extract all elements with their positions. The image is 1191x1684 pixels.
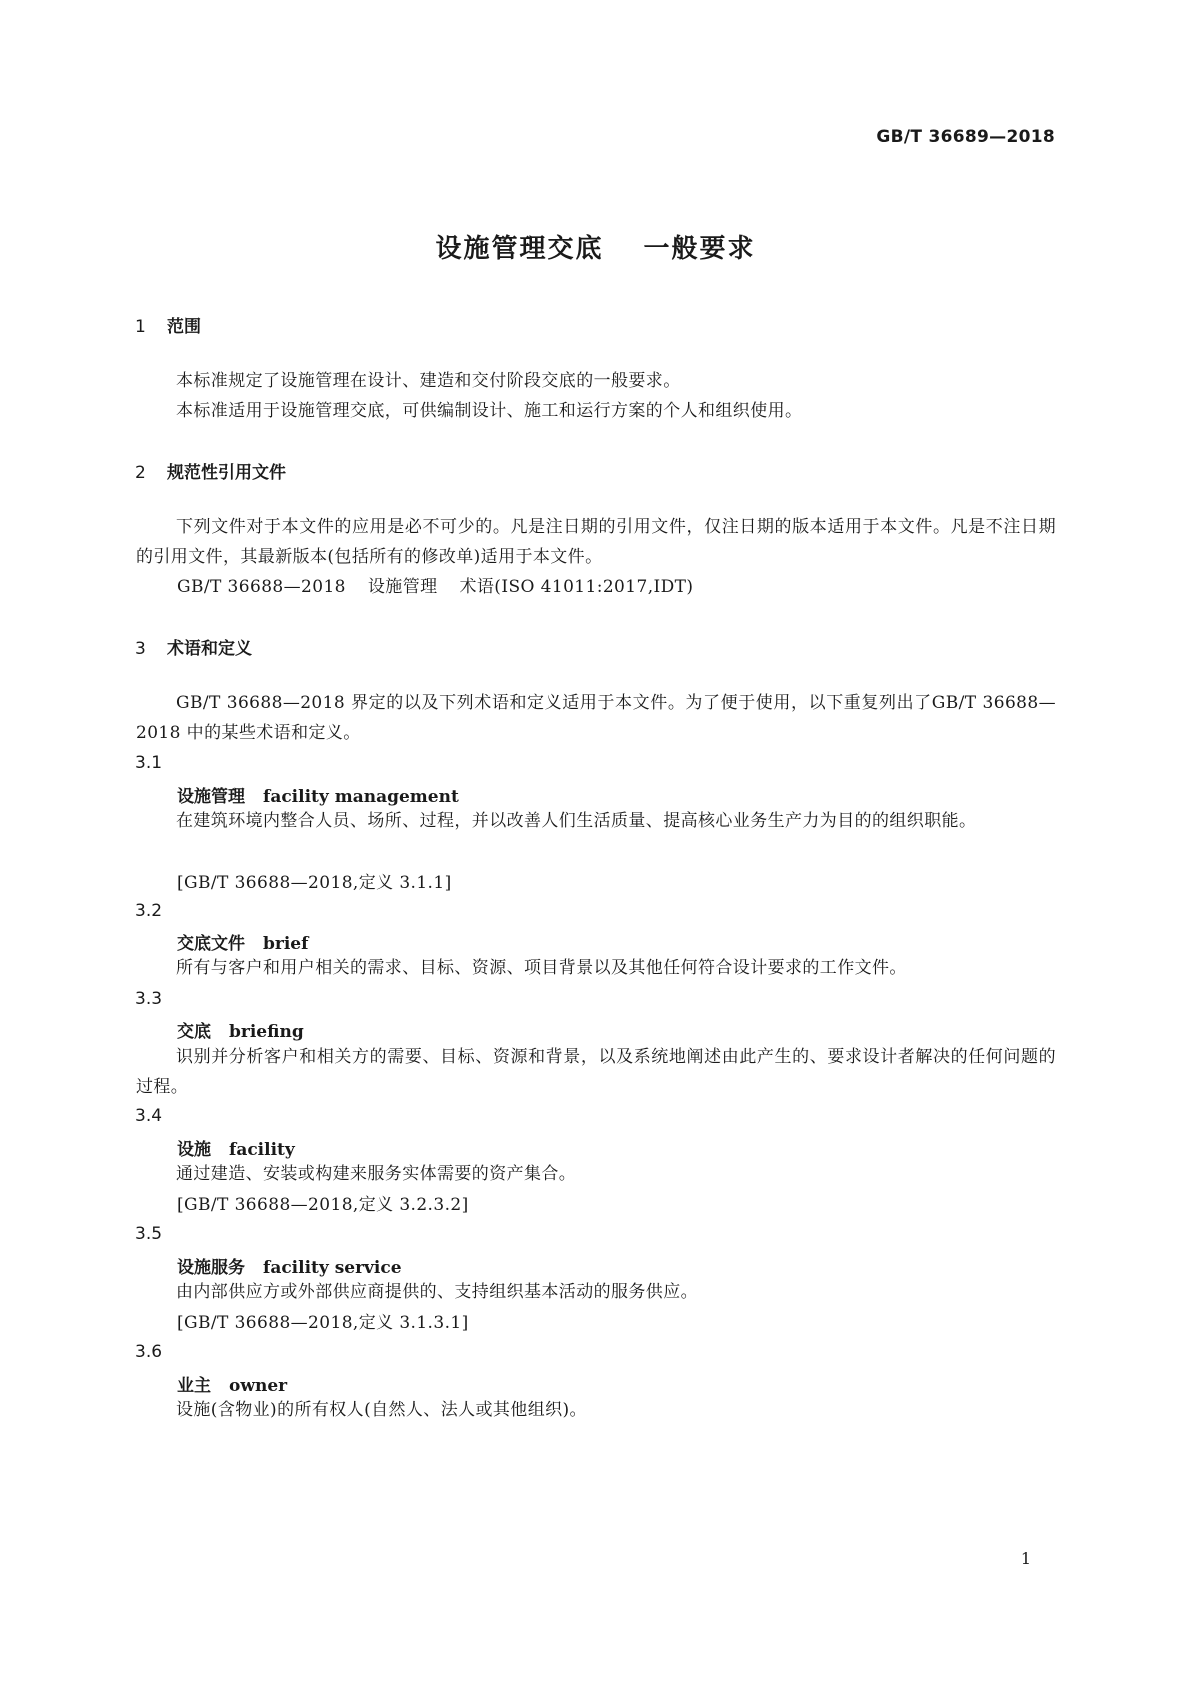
section-title: 规范性引用文件 bbox=[167, 463, 286, 483]
section-number: 2 bbox=[135, 463, 146, 483]
title-sub: 一般要求 bbox=[643, 234, 756, 264]
term-name bbox=[177, 1371, 287, 1396]
term-name bbox=[177, 1253, 402, 1278]
term-definition: 识别并分析客户和相关方的需要、目标、资源和背景，以及系统地阐述由此产生的、要求设计者解决的任何问题的过程。 bbox=[136, 1047, 1056, 1097]
term-name-en: briefing bbox=[229, 1022, 304, 1042]
section-title: 术语和定义 bbox=[167, 639, 252, 659]
term-number: 3.6 bbox=[135, 1342, 163, 1362]
term-name-zh: 设施管理 bbox=[177, 787, 245, 807]
term-name-zh: 业主 bbox=[177, 1376, 211, 1396]
section-1-paragraph: 本标准规定了设施管理在设计、建造和交付阶段交底的一般要求。 bbox=[176, 371, 681, 391]
term-source: [GB/T 36688—2018,定义 3.1.3.1] bbox=[177, 1313, 469, 1333]
term-name-zh: 交底文件 bbox=[177, 934, 245, 954]
reference-code: GB/T 36688—2018 bbox=[177, 577, 346, 597]
term-number: 3.4 bbox=[135, 1106, 163, 1126]
term-name-en: facility service bbox=[263, 1258, 402, 1278]
term-number: 3.2 bbox=[135, 901, 163, 921]
section-1-paragraph: 本标准适用于设施管理交底，可供编制设计、施工和运行方案的个人和组织使用。 bbox=[176, 401, 803, 421]
normative-reference bbox=[177, 572, 693, 597]
term-number: 3.5 bbox=[135, 1224, 163, 1244]
term-name-en: facility management bbox=[263, 787, 459, 807]
term-definition: 设施(含物业)的所有权人(自然人、法人或其他组织)。 bbox=[176, 1400, 587, 1420]
document-title bbox=[0, 228, 1191, 265]
term-definition: 在建筑环境内整合人员、场所、过程，并以改善人们生活质量、提高核心业务生产力为目的的组织职能。 bbox=[176, 811, 977, 831]
reference-detail: 术语(ISO 41011:2017,IDT) bbox=[459, 577, 694, 597]
term-name-en: facility bbox=[229, 1140, 295, 1160]
term-name-en: brief bbox=[263, 934, 309, 954]
section-number: 1 bbox=[135, 317, 146, 337]
term-number: 3.3 bbox=[135, 989, 163, 1009]
term-source: [GB/T 36688—2018,定义 3.1.1] bbox=[177, 873, 452, 893]
term-name bbox=[177, 1135, 295, 1160]
term-name bbox=[177, 1017, 304, 1042]
term-name-zh: 设施 bbox=[177, 1140, 211, 1160]
term-name-zh: 交底 bbox=[177, 1022, 211, 1042]
term-name-zh: 设施服务 bbox=[177, 1258, 245, 1278]
term-name bbox=[177, 929, 308, 954]
section-3-intro: GB/T 36688—2018 界定的以及下列术语和定义适用于本文件。为了便于使用，以下重复列出了GB/T 36688—2018 中的某些术语和定义。 bbox=[136, 693, 1056, 743]
section-title: 范围 bbox=[167, 317, 201, 337]
term-name bbox=[177, 782, 459, 807]
term-definition: 由内部供应方或外部供应商提供的、支持组织基本活动的服务供应。 bbox=[176, 1282, 698, 1302]
section-number: 3 bbox=[135, 639, 146, 659]
section-2-heading bbox=[135, 458, 286, 483]
section-3-heading bbox=[135, 634, 252, 659]
term-source: [GB/T 36688—2018,定义 3.2.3.2] bbox=[177, 1195, 469, 1215]
page-number: 1 bbox=[1020, 1549, 1031, 1568]
section-2-paragraph: 下列文件对于本文件的应用是必不可少的。凡是注日期的引用文件，仅注日期的版本适用于本文件。凡是不注日期的引用文件，其最新版本(包括所有的修改单)适用于本文件。 bbox=[136, 517, 1056, 567]
reference-name: 设施管理 bbox=[367, 577, 438, 597]
term-definition: 所有与客户和用户相关的需求、目标、资源、项目背景以及其他任何符合设计要求的工作文件。 bbox=[176, 958, 907, 978]
term-name-en: owner bbox=[229, 1376, 288, 1396]
section-1-heading bbox=[135, 312, 201, 337]
term-definition: 通过建造、安装或构建来服务实体需要的资产集合。 bbox=[176, 1164, 577, 1184]
standard-code: GB/T 36689—2018 bbox=[876, 127, 1055, 147]
term-number: 3.1 bbox=[135, 753, 163, 773]
title-main: 设施管理交底 bbox=[435, 234, 604, 264]
